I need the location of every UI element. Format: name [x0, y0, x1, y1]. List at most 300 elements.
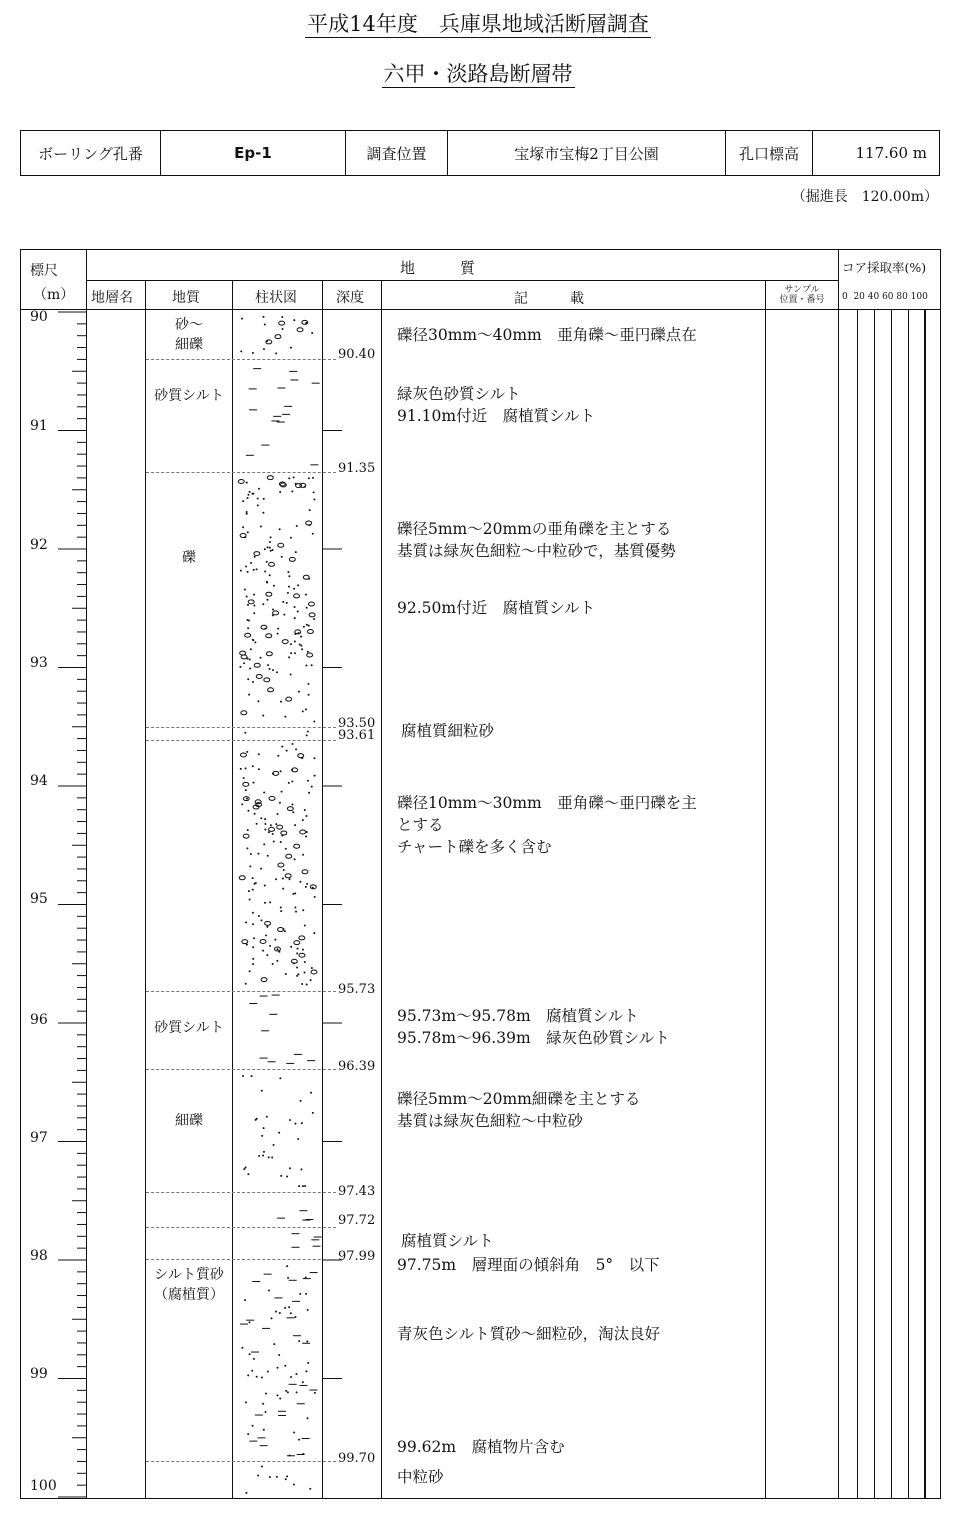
sand-dot [248, 1321, 250, 1323]
sand-dot [256, 823, 258, 825]
sand-dot [243, 662, 245, 664]
layer-boundary [146, 1069, 336, 1070]
sand-dot [299, 881, 301, 883]
sand-dot [309, 509, 311, 511]
sand-dot [312, 533, 314, 535]
sand-dot [265, 1411, 267, 1413]
description-header: 記 載 [514, 291, 584, 307]
sand-dot [302, 819, 304, 821]
sand-dot [313, 757, 315, 759]
gravel-mark [241, 655, 247, 659]
depth-label: 90.40 [338, 347, 376, 362]
sand-dot [282, 928, 284, 930]
sand-dot [257, 853, 259, 855]
sand-dot [277, 633, 279, 635]
depth-label: 97.99 [338, 1249, 376, 1264]
location-value: 宝塚市宝梅2丁目公園 [448, 131, 726, 175]
sand-dot [267, 1371, 269, 1373]
sand-dot [257, 700, 259, 702]
gravel-mark [261, 978, 267, 982]
sand-dot [241, 803, 243, 805]
sand-dot [273, 840, 275, 842]
sand-dot [296, 967, 298, 969]
gravel-mark [266, 592, 272, 596]
gravel-mark [248, 600, 254, 604]
sand-dot [293, 319, 295, 321]
scale-label: 99 [30, 1366, 48, 1382]
sand-dot [290, 673, 292, 675]
sand-dot [252, 963, 254, 965]
sand-dot [256, 1118, 258, 1120]
sand-dot [305, 836, 307, 838]
sand-dot [297, 1138, 299, 1140]
layer-boundary [146, 359, 336, 360]
sand-dot [288, 656, 290, 658]
geology-unit-line: 細礫 [175, 337, 203, 353]
gravel-mark [238, 479, 244, 483]
sand-dot [302, 949, 304, 951]
sand-dot [262, 512, 264, 514]
boring-number: Ep-1 [161, 131, 346, 175]
scale-label: 92 [30, 537, 48, 553]
sand-dot [285, 1478, 287, 1480]
sand-dot [267, 546, 269, 548]
geology-group-header: 地 質 [400, 259, 476, 277]
gravel-mark [294, 941, 300, 945]
sand-dot [260, 868, 262, 870]
sand-dot [246, 511, 248, 513]
sand-dot [277, 948, 279, 950]
sand-dot [313, 932, 315, 934]
sand-dot [273, 585, 275, 587]
sand-dot [286, 1265, 288, 1267]
sand-dot [281, 746, 283, 748]
elevation-value: 117.60 m [855, 144, 927, 162]
sand-dot [264, 902, 266, 904]
sand-dot [284, 930, 286, 932]
sand-dot [252, 923, 254, 925]
sand-dot [290, 537, 292, 539]
sand-dot [250, 853, 252, 855]
sand-dot [312, 477, 314, 479]
sand-dot [256, 1376, 258, 1378]
sand-dot [306, 815, 308, 817]
sand-dot [239, 666, 241, 668]
sand-dot [294, 652, 296, 654]
sand-dot [249, 1353, 251, 1355]
description-line: 97.75m 層理面の傾斜角 5° 以下 [397, 1256, 660, 1274]
sand-dot [261, 1465, 263, 1467]
sand-dot [290, 1312, 292, 1314]
sand-dot [257, 497, 259, 499]
sand-dot [256, 568, 258, 570]
sand-dot [253, 782, 255, 784]
sand-dot [267, 664, 269, 666]
gravel-mark [243, 834, 249, 838]
sand-dot [242, 526, 244, 528]
sand-dot [285, 1390, 287, 1392]
sand-dot [294, 906, 296, 908]
depth-label: 93.61 [338, 728, 376, 743]
sand-dot [274, 939, 276, 941]
sand-dot [253, 604, 255, 606]
scale-label: 100 [30, 1478, 57, 1494]
sand-dot [277, 628, 279, 630]
sand-dot [286, 1475, 288, 1477]
sand-dot [294, 641, 296, 643]
sand-dot [253, 1358, 255, 1360]
sand-dot [288, 586, 290, 588]
sand-dot [264, 548, 266, 550]
sand-dot [279, 491, 281, 493]
sand-dot [258, 753, 260, 755]
scale-label: 90 [30, 309, 48, 325]
sand-dot [266, 926, 268, 928]
sand-dot [311, 786, 313, 788]
sand-dot [283, 614, 285, 616]
sand-dot [297, 584, 299, 586]
sand-dot [250, 648, 252, 650]
sand-dot [307, 1309, 309, 1311]
sand-dot [266, 1116, 268, 1118]
sand-dot [277, 755, 279, 757]
sand-dot [305, 594, 307, 596]
sand-dot [246, 847, 248, 849]
sand-dot [301, 983, 303, 985]
sand-dot [291, 804, 293, 806]
sand-dot [245, 789, 247, 791]
sand-dot [308, 477, 310, 479]
sand-dot [270, 550, 272, 552]
sand-dot [306, 607, 308, 609]
sand-dot [260, 817, 262, 819]
sand-dot [306, 624, 308, 626]
sand-dot [294, 633, 296, 635]
sand-dot [264, 818, 266, 820]
scale-label: 96 [30, 1012, 48, 1028]
sand-dot [264, 324, 266, 326]
sand-dot [260, 919, 262, 921]
sand-dot [291, 743, 293, 745]
sand-dot [240, 768, 242, 770]
sand-dot [296, 952, 298, 954]
sand-dot [302, 710, 304, 712]
gravel-mark [299, 953, 305, 957]
document-title: 平成14年度 兵庫県地域活断層調査 [307, 12, 649, 36]
sand-dot [300, 1100, 302, 1102]
sand-dot [278, 1132, 280, 1134]
sand-dot [296, 975, 298, 977]
sand-dot [294, 858, 296, 860]
core-recovery-header: コア採取率(%) [842, 260, 927, 275]
sand-dot [261, 1376, 263, 1378]
description-line: とする [397, 816, 444, 834]
sand-dot [309, 1488, 311, 1490]
depth-label: 93.50 [338, 716, 376, 731]
sand-dot [307, 1362, 309, 1364]
sand-dot [289, 1119, 291, 1121]
sand-dot [280, 1175, 282, 1177]
sand-dot [304, 925, 306, 927]
sand-dot [265, 1392, 267, 1394]
sand-dot [282, 877, 284, 879]
sand-dot [266, 561, 268, 563]
sand-dot [252, 912, 254, 914]
sand-dot [299, 643, 301, 645]
sand-dot [241, 318, 243, 320]
sand-dot [253, 569, 255, 571]
sand-dot [297, 973, 299, 975]
scale-label: 94 [30, 773, 48, 789]
gravel-mark [275, 335, 281, 339]
sand-dot [247, 494, 249, 496]
description-line: 礫径10mm～30mm 亜角礫～亜円礫を主 [397, 794, 697, 812]
sand-dot [287, 571, 289, 573]
sand-dot [306, 1417, 308, 1419]
sand-dot [263, 498, 265, 500]
sand-dot [288, 782, 290, 784]
sand-dot [269, 945, 271, 947]
sand-dot [287, 1391, 289, 1393]
sand-dot [279, 528, 281, 530]
sand-dot [301, 757, 303, 759]
sand-dot [268, 668, 270, 670]
gravel-mark [240, 753, 246, 757]
scale-label: 97 [30, 1130, 48, 1146]
sand-dot [291, 769, 293, 771]
sand-dot [269, 901, 271, 903]
sand-dot [282, 888, 284, 890]
description-line: 92.50m付近 腐植質シルト [397, 599, 596, 617]
sand-dot [298, 691, 300, 693]
depth-label: 97.43 [338, 1184, 376, 1199]
gravel-mark [266, 634, 272, 638]
sand-dot [305, 665, 307, 667]
sand-dot [302, 909, 304, 911]
gravel-mark [287, 807, 293, 811]
document-subtitle: 六甲・淡路島断層帯 [383, 62, 573, 86]
sand-dot [248, 890, 250, 892]
sand-dot [297, 948, 299, 950]
geology-header: 地質 [172, 290, 200, 306]
sand-dot [263, 843, 265, 845]
sand-dot [263, 348, 265, 350]
sand-dot [304, 1185, 306, 1187]
sand-dot [261, 1090, 263, 1092]
sand-dot [279, 1312, 281, 1314]
sand-dot [289, 1167, 291, 1169]
sand-dot [307, 780, 309, 782]
sand-dot [313, 491, 315, 493]
gravel-mark [298, 754, 304, 758]
gravel-mark [281, 831, 287, 835]
sand-dot [300, 1168, 302, 1170]
sand-dot [245, 1492, 247, 1494]
layer-boundary [146, 740, 336, 741]
sand-dot [253, 612, 255, 614]
sand-dot [258, 768, 260, 770]
sand-dot [262, 950, 264, 952]
gravel-mark [260, 939, 266, 943]
gravel-mark [243, 782, 249, 786]
description-line: 91.10m付近 腐植質シルト [397, 407, 596, 425]
sand-dot [275, 823, 277, 825]
sand-dot [262, 603, 264, 605]
sand-dot [249, 970, 251, 972]
sand-dot [247, 497, 249, 499]
sand-dot [244, 589, 246, 591]
sand-dot [297, 610, 299, 612]
sand-dot [294, 1123, 296, 1125]
gravel-mark [254, 552, 260, 556]
sand-dot [291, 490, 293, 492]
sand-dot [275, 352, 277, 354]
sand-dot [277, 1367, 279, 1369]
sand-dot [273, 1343, 275, 1345]
sand-dot [275, 878, 277, 880]
description-line: 99.62m 腐植物片含む [397, 1438, 565, 1456]
sand-dot [302, 854, 304, 856]
gravel-mark [309, 613, 315, 617]
sand-dot [271, 1156, 273, 1158]
layer-boundary [146, 991, 336, 992]
description-line: 礫径5mm～20mmの亜角礫を主とする [397, 520, 672, 538]
sand-dot [281, 316, 283, 318]
description-line: 腐植質細粒砂 [401, 722, 495, 740]
gravel-mark [289, 557, 295, 561]
sand-dot [269, 1476, 271, 1478]
sand-dot [284, 1365, 286, 1367]
sand-dot [252, 946, 254, 948]
sand-dot [282, 328, 284, 330]
sand-dot [273, 1144, 275, 1146]
sand-dot [247, 1374, 249, 1376]
sand-dot [244, 536, 246, 538]
stratum-header: 地層名 [91, 290, 133, 306]
sand-dot [252, 958, 254, 960]
sand-dot [299, 1293, 301, 1295]
sand-dot [270, 536, 272, 538]
gravel-mark [285, 874, 291, 878]
sand-dot [266, 599, 268, 601]
description-line: 礫径30mm～40mm 亜角礫～亜円礫点在 [397, 326, 697, 344]
sand-dot [266, 581, 268, 583]
sand-dot [251, 1370, 253, 1372]
sand-dot [254, 556, 256, 558]
gravel-mark [297, 328, 303, 332]
sand-dot [280, 841, 282, 843]
core-scale-labels: 0 20 40 60 80 100 [842, 292, 928, 302]
sand-dot [243, 1168, 245, 1170]
sand-dot [293, 1431, 295, 1433]
geology-unit [147, 548, 231, 568]
sand-dot [313, 721, 315, 723]
sand-dot [247, 1433, 249, 1435]
layer-boundary [146, 1461, 336, 1462]
sand-dot [308, 578, 310, 580]
sand-dot [247, 678, 249, 680]
sand-dot [302, 1381, 304, 1383]
sand-dot [284, 716, 286, 718]
sand-dot [311, 967, 313, 969]
sample-header-line2: 位置・番号 [779, 295, 825, 305]
sand-dot [275, 1311, 277, 1313]
gravel-mark [242, 940, 248, 944]
sand-dot [308, 694, 310, 696]
sand-dot [288, 477, 290, 479]
sand-dot [302, 1185, 304, 1187]
gravel-mark [269, 562, 275, 566]
gravel-mark [282, 640, 288, 644]
sand-dot [263, 1127, 265, 1129]
sand-dot [281, 835, 283, 837]
sand-dot [240, 570, 242, 572]
sand-dot [304, 971, 306, 973]
sand-dot [268, 1156, 270, 1158]
sand-dot [286, 750, 288, 752]
sand-dot [258, 488, 260, 490]
sand-dot [298, 1185, 300, 1187]
sand-dot [276, 1394, 278, 1396]
sand-dot [247, 571, 249, 573]
sand-dot [301, 1122, 303, 1124]
sand-dot [272, 833, 274, 835]
depth-label: 99.70 [338, 1451, 376, 1466]
gravel-mark [294, 594, 300, 598]
sand-dot [301, 648, 303, 650]
sand-dot [245, 1401, 247, 1403]
geology-unit [147, 1111, 231, 1131]
gravel-mark [266, 652, 272, 656]
sand-dot [311, 332, 313, 334]
sand-dot [263, 791, 265, 793]
sand-dot [260, 657, 262, 659]
sand-dot [280, 910, 282, 912]
sand-dot [306, 1341, 308, 1343]
sand-dot [262, 715, 264, 717]
sand-dot [288, 1306, 290, 1308]
sand-dot [290, 643, 292, 645]
sand-dot [307, 683, 309, 685]
sand-dot [281, 791, 283, 793]
gravel-mark [269, 827, 275, 831]
description-line: 基質は緑灰色細粒～中粒砂 [397, 1112, 584, 1130]
sand-dot [314, 896, 316, 898]
sand-dot [271, 1317, 273, 1319]
sand-dot [280, 770, 282, 772]
gravel-mark [267, 476, 273, 480]
sand-dot [309, 524, 311, 526]
gravel-mark [286, 697, 292, 701]
depth-header: 深度 [336, 290, 364, 306]
sand-dot [247, 658, 249, 660]
sand-dot [264, 884, 266, 886]
sand-dot [295, 551, 297, 553]
gravel-mark [299, 936, 305, 940]
sand-dot [296, 1391, 298, 1393]
scale-header: 標尺 [30, 263, 58, 279]
sand-dot [311, 664, 313, 666]
gravel-mark [294, 844, 300, 848]
sand-dot [250, 1075, 252, 1077]
sand-dot [260, 526, 262, 528]
sand-dot [245, 566, 247, 568]
sand-dot [305, 886, 307, 888]
sand-dot [245, 983, 247, 985]
sand-dot [313, 618, 315, 620]
gravel-mark [265, 921, 271, 925]
sand-dot [267, 855, 269, 857]
